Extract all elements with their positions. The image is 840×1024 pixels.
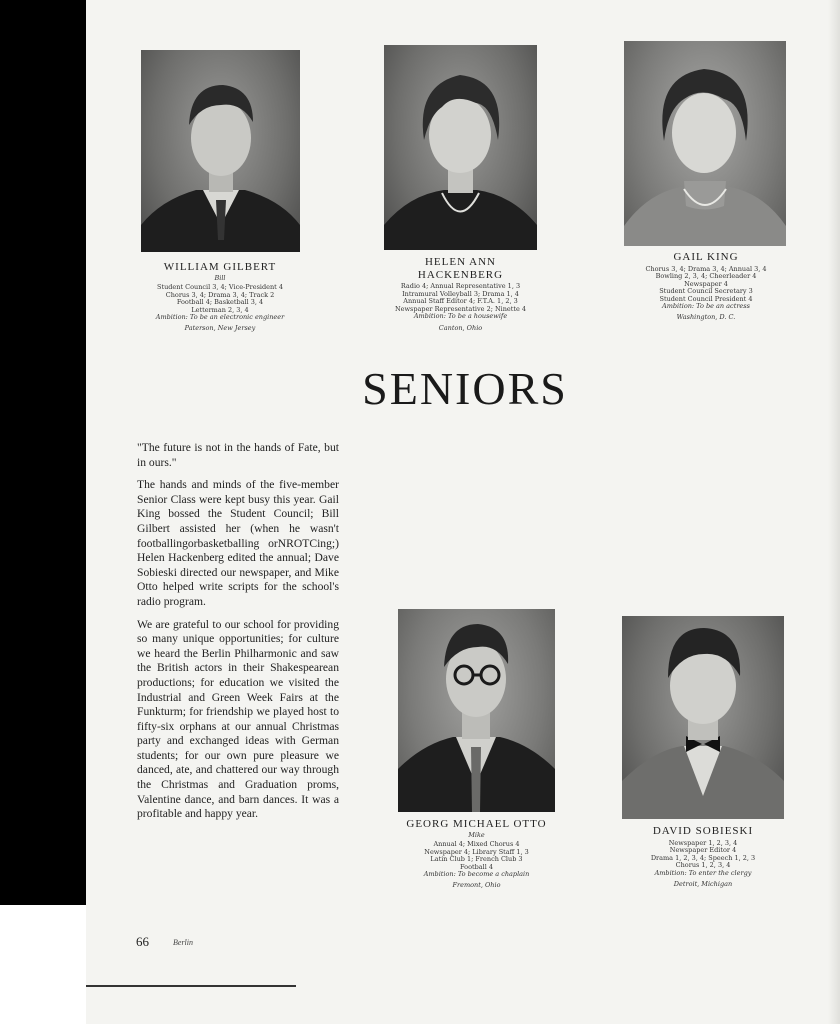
senior-ambition: Ambition: To be an actress: [662, 301, 750, 310]
activity-line: Football 4; Basketball 3, 4: [176, 298, 264, 307]
activity-line: Chorus 3, 4; Drama 3, 4; Track 2: [165, 290, 275, 299]
senior-hometown: Paterson, New Jersey: [184, 324, 256, 333]
senior-nickname: Mike: [468, 830, 485, 839]
activity-line: Student Council 3, 4; Vice-President 4: [157, 283, 283, 292]
senior-activities: [385, 841, 568, 871]
activity-line: Newspaper Editor 4: [669, 846, 737, 855]
article-paragraph-2: We are grateful to our school for providing so many unique opportunities; for culture we heard the Berlin Philharmonic and saw the British actors in their Shakespearean productions; for education we visited the Industrial and Green Week Fairs at the Funkturm; for friendship we played host to fifty-six orphans at our annual Christmas party and exchanged ideas with German students; for our own pure pleasure we danced, ate, and chattered our way through the Christmas and Graduation proms, Valentine dance, and barn dances. It was a profitable and happy year.: [137, 617, 339, 821]
activity-line: Radio 4; Annual Representative 1, 3: [400, 282, 521, 291]
senior-name: DAVID SOBIESKI: [652, 825, 754, 837]
activity-line: Newspaper 1, 2, 3, 4: [668, 838, 738, 847]
senior-name: WILLIAM GILBERT: [163, 261, 277, 273]
activity-line: Student Council Secretary 3: [659, 287, 753, 296]
page-number: 66: [136, 934, 149, 949]
opening-quote: "The future is not in the hands of Fate, but in ours.": [137, 441, 339, 469]
portrait-photo-william-gilbert: [141, 50, 300, 252]
senior-activities: [612, 840, 794, 870]
caption-gail-king: [615, 251, 797, 322]
scan-left-edge: [0, 0, 86, 905]
portrait-photo-georg-otto: [398, 609, 555, 812]
activity-line: Letterman 2, 3, 4: [191, 305, 249, 314]
senior-hometown: Fremont, Ohio: [452, 881, 501, 890]
folio-label: Berlin: [173, 938, 193, 947]
activity-line: Annual Staff Editor 4; F.T.A. 1, 2, 3: [403, 297, 518, 306]
article-paragraph-1: The hands and minds of the five-member Senior Class were kept busy this year. Gail King bossed the Student Council; Bill Gilbert assisted her (when he wasn't footballingorbasketballing orNROTCing;) Helen Hackenberg edited the annual; Dave Sobieski directed our newspaper, and Mike Otto helped write scripts for the school's radio program.: [137, 478, 339, 608]
activity-line: Drama 1, 2, 3, 4; Speech 1, 2, 3: [650, 853, 756, 862]
senior-name: HELEN ANN HACKENBERG: [417, 256, 504, 281]
activity-line: Student Council President 4: [659, 294, 753, 303]
portrait-photo-david-sobieski: [622, 616, 784, 819]
activity-line: Newspaper 4: [684, 279, 728, 288]
senior-ambition: Ambition: To become a chaplain: [423, 869, 530, 878]
senior-nickname: Bill: [214, 273, 226, 282]
caption-david-sobieski: [612, 825, 794, 888]
senior-activities: [368, 283, 553, 313]
portrait-photo-helen-hackenberg: [384, 45, 537, 250]
page-title: SENIORS: [362, 363, 568, 414]
senior-name: GEORG MICHAEL OTTO: [406, 818, 547, 830]
senior-ambition: Ambition: To be a housewife: [413, 312, 508, 321]
activity-line: Newspaper 4; Library Staff 1, 3: [424, 847, 529, 856]
activity-line: Chorus 1, 2, 3, 4: [675, 861, 731, 870]
senior-activities: [130, 284, 310, 314]
senior-ambition: Ambition: To enter the clergy: [654, 868, 752, 877]
caption-helen-hackenberg: [368, 256, 553, 332]
senior-ambition: Ambition: To be an electronic engineer: [155, 312, 285, 321]
activity-line: Bowling 2, 3, 4; Cheerleader 4: [655, 272, 757, 281]
scan-right-edge: [828, 0, 840, 1024]
caption-william-gilbert: [130, 261, 310, 333]
activity-line: Football 4: [460, 862, 493, 871]
activity-line: Intramural Volleyball 3; Drama 1, 4: [402, 289, 519, 298]
activity-line: Latin Club 1; French Club 3: [430, 855, 523, 864]
senior-hometown: Washington, D. C.: [676, 313, 736, 322]
senior-hometown: Canton, Ohio: [438, 323, 483, 332]
activity-line: Newspaper Representative 2; Ninette 4: [394, 304, 527, 313]
bottom-rule: [86, 985, 296, 987]
senior-name: GAIL KING: [673, 251, 739, 263]
senior-hometown: Detroit, Michigan: [673, 879, 733, 888]
portrait-photo-gail-king: [624, 41, 786, 246]
caption-georg-otto: [385, 818, 568, 890]
senior-activities: [615, 266, 797, 303]
activity-line: Chorus 3, 4; Drama 3, 4; Annual 3, 4: [645, 264, 767, 273]
senior-class-article: [137, 441, 339, 830]
activity-line: Annual 4; Mixed Chorus 4: [433, 840, 520, 849]
